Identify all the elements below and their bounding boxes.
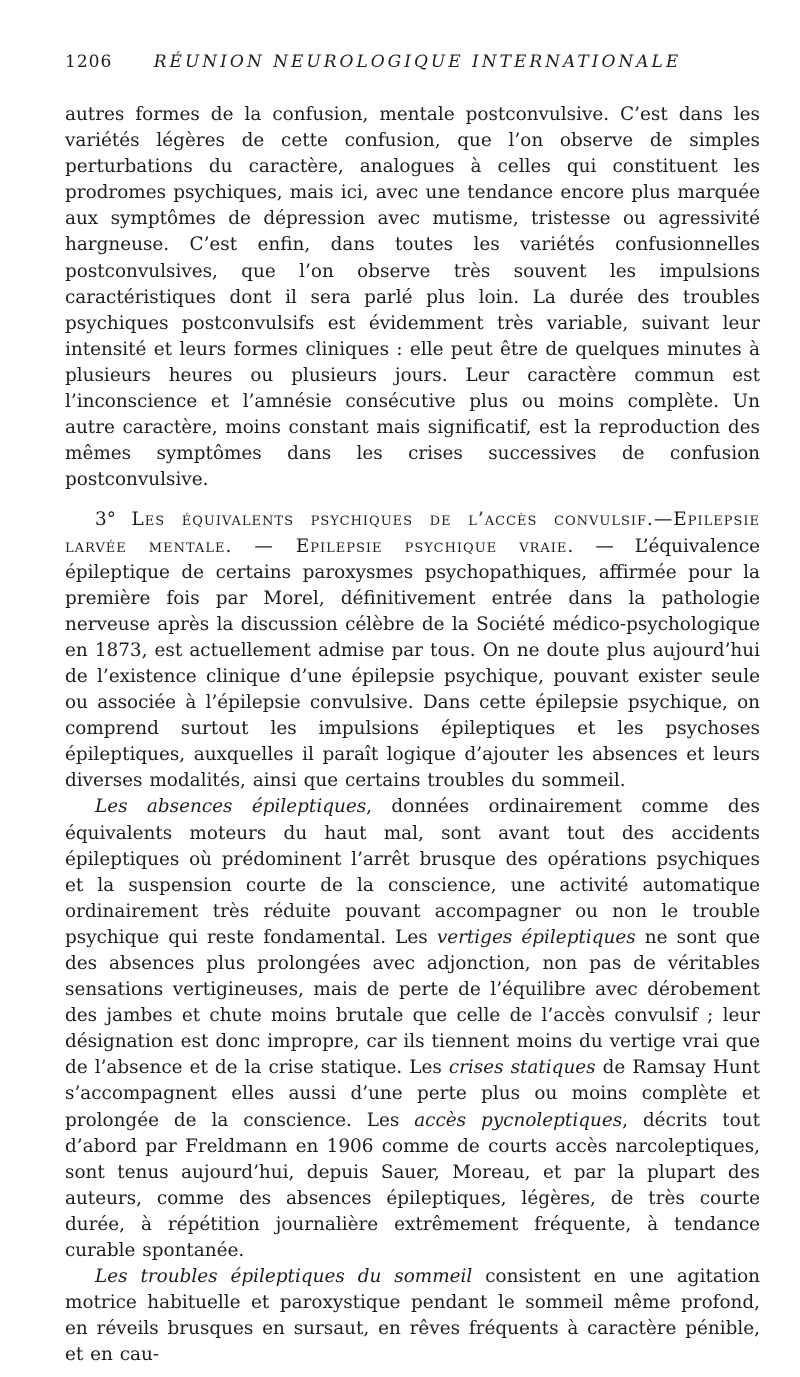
term-absences: Les absences épileptiques bbox=[95, 796, 367, 818]
running-title: RÉUNION NEUROLOGIQUE INTERNATIONALE bbox=[153, 52, 682, 72]
term-troubles-sommeil: Les troubles épileptiques du sommeil bbox=[95, 1266, 473, 1288]
paragraph-3-text-b: ne sont que des absences plus prolongées avec adjonction, non pas de véritables sensations vertigineuses, mais de perte de l’équilibre avec dérobement des jambes et chute moins brutale que celle de l’accès convulsif ; leur désignation est donc impropre, car ils tiennent moins du vertige vrai que de l’absence et de la crise statique. Les bbox=[65, 926, 761, 1079]
section-heading: Les équivalents psychiques de l’accès convulsif.—Epilepsie larvée mentale. — Epilepsie psychique vraie. bbox=[65, 509, 760, 557]
paragraph-4-text: consistent en une agitation motrice habituelle et paroxystique pendant le sommeil même profond, en réveils brusques en sursaut, en rêves fréquents à caractère pénible, et en cau- bbox=[65, 1266, 760, 1366]
paragraph-3-text-a: , données ordinairement comme des équivalents moteurs du haut mal, sont avant tout des accidents épileptiques où prédominent l’arrêt brusque des opérations psychiques et la suspension courte de la conscience, une activité automatique ordinairement très réduite pouvant accompagner ou non le trouble psychique qui reste fondamental. Les bbox=[65, 796, 760, 948]
term-acces-pycnoleptiques: accès pycnoleptiques bbox=[414, 1109, 623, 1131]
term-crises-statiques: crises statiques bbox=[448, 1057, 596, 1079]
paragraph-2-text: — L’équivalence épileptique de certains paroxysmes psychopathiques, affirmée pour la première fois par Morel, définitivement entrée dans la pathologie nerveuse après la discussion célèbre de la Société médico-psychologique en 1873, est actuellement admise par tous. On ne doute plus aujourd’hui de l’existence clinique d’une épilepsie psychique, pouvant exister seule ou associée à l’épilepsie convulsive. Dans cette épilepsie psychique, on comprend surtout les impulsions épileptiques et les psychoses épileptiques, auxquelles il paraît logique d’ajouter les absences et leurs diverses modalités, ainsi que certains troubles du sommeil. bbox=[65, 535, 760, 792]
paragraph-3-text-c: de Ramsay Hunt s’accompagnent elles aussi d’une perte plus ou moins complète et prolongée de la conscience. Les bbox=[65, 1057, 760, 1131]
paragraph-2 bbox=[65, 507, 760, 794]
page-header bbox=[65, 52, 760, 82]
page-number: 1206 bbox=[65, 52, 113, 72]
paragraph-1: autres formes de la confusion, mentale postconvulsive. C’est dans les variétés légères de cette confusion, que l’on observe de simples perturbations du caractère, analogues à celles qui constituent les prodromes psychiques, mais ici, avec une tendance encore plus marquée aux symptômes de dépression avec mutisme, tristesse ou agressivité hargneuse. C’est enfin, dans toutes les variétés confusionnelles postconvulsives, que l’on observe très souvent les impulsions caractéristiques dont il sera parlé plus loin. La durée des troubles psychiques postconvulsifs est évidemment très variable, suivant leur intensité et leurs formes cliniques : elle peut être de quelques minutes à plusieurs heures ou plusieurs jours. Leur caractère commun est l’inconscience et l’amnésie consécutive plus ou moins complète. Un autre caractère, moins constant mais significatif, est la reproduction des mêmes symptômes dans les crises successives de confusion postconvulsive. bbox=[65, 104, 760, 491]
paragraph-4 bbox=[65, 1264, 760, 1368]
paragraph-3-text-d: , décrits tout d’abord par Freldmann en 1906 comme de courts accès narcoleptiques, sont tenus aujourd’hui, depuis Sauer, Moreau, et par la plupart des auteurs, comme des absences épileptiques, légères, de très courte durée, à répétition journalière extrêmement fréquente, à tendance curable spontanée. bbox=[65, 1109, 760, 1262]
section-number: 3° bbox=[95, 509, 132, 531]
paragraph-3 bbox=[65, 794, 760, 1264]
term-vertiges: vertiges épileptiques bbox=[436, 926, 636, 948]
